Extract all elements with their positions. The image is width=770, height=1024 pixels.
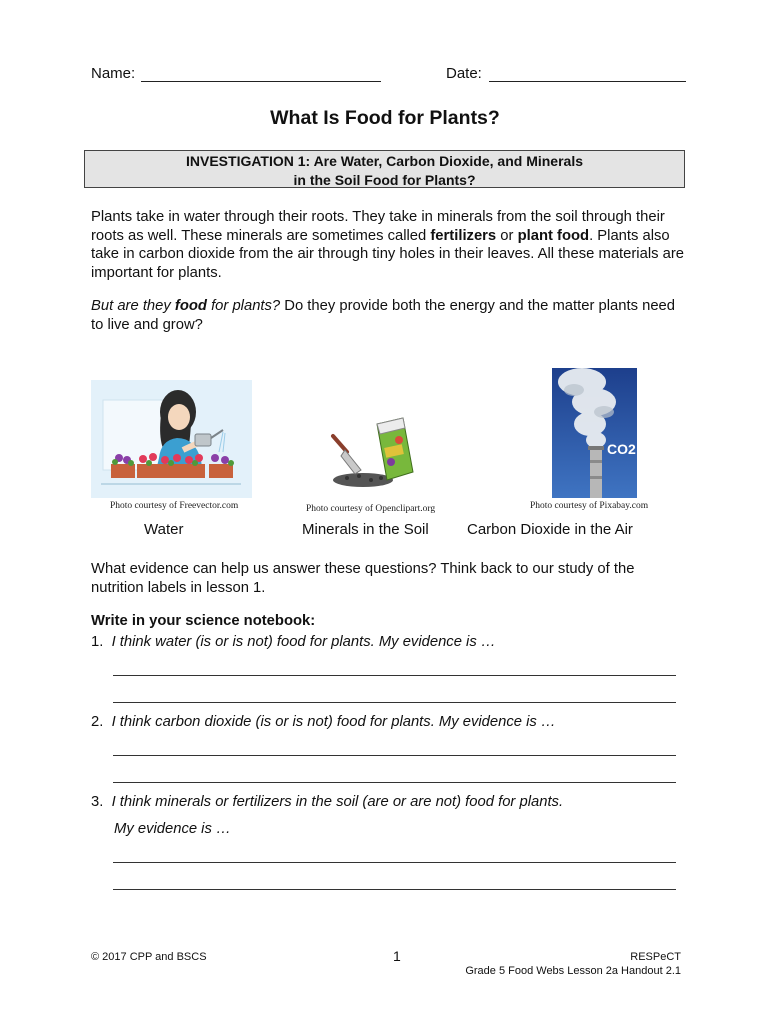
answer-line-2a[interactable] [113,755,676,756]
investigation-line-1: INVESTIGATION 1: Are Water, Carbon Dioxide, and Minerals [186,153,583,169]
question-2-number: 2. [91,714,104,730]
water-caption: Water [144,521,184,538]
fertilizer-bag-illustration [325,410,417,492]
water-image [91,380,252,498]
food-term: food [174,298,207,314]
question-1-text: I think water (is or is not) food for plants. My evidence is … [111,634,496,650]
evidence-prompt: What evidence can help us answer these questions? Think back to our study of the nutrition labels in lesson 1. [91,561,635,596]
question-3 [91,794,563,810]
plant-food-term: plant food [517,227,590,244]
footer-lesson: Grade 5 Food Webs Lesson 2a Handout 2.1 [465,965,681,977]
question-3-number: 3. [91,794,104,810]
co2-credit: Photo courtesy of Pixabay.com [530,501,649,511]
answer-line-2b[interactable] [113,782,676,783]
name-label: Name: [91,65,136,82]
minerals-caption: Minerals in the Soil [302,521,429,538]
question-3-evidence-text: My evidence is … [114,821,231,837]
name-field[interactable] [141,81,381,82]
footer-brand: RESPeCT [630,951,681,963]
question-2-text: I think carbon dioxide (is or is not) food for plants. My evidence is … [111,714,556,730]
investigation-box [84,150,685,188]
minerals-credit: Photo courtesy of Openclipart.org [306,504,436,514]
investigation-line-2: in the Soil Food for Plants? [293,172,476,188]
date-label: Date: [446,65,482,82]
question-text-c: Do they provide both the energy and the matter plants need to live and grow? [91,298,676,333]
question-1-number: 1. [91,634,104,650]
question-text-b: for plants? [206,298,281,314]
minerals-image [325,410,417,492]
co2-caption: Carbon Dioxide in the Air [467,521,633,538]
question-text-a: But are they [91,298,175,314]
intro-text-b: . Plants also take in carbon dioxide from the air through tiny holes in their leaves. All these materials are important for plants. [91,227,685,281]
water-credit: Photo courtesy of Freevector.com [110,501,239,511]
answer-line-3a[interactable] [113,862,676,863]
notebook-heading: Write in your science notebook: [91,613,316,629]
smokestack-co2-photo [552,368,637,498]
fertilizers-term: fertilizers [430,227,497,244]
answer-line-3b[interactable] [113,889,676,890]
question-paragraph [91,297,691,334]
page-title: What Is Food for Plants? [270,107,500,129]
co2-image [552,368,637,498]
answer-line-1a[interactable] [113,675,676,676]
answer-line-1b[interactable] [113,702,676,703]
co2-label: CO2 [607,441,636,457]
date-field[interactable] [489,81,686,82]
intro-text-or: or [496,227,518,244]
question-2 [91,714,556,730]
question-1 [91,634,496,650]
question-3-text: I think minerals or fertilizers in the soil (are or are not) food for plants. [111,794,564,810]
intro-paragraph [91,208,691,282]
question-3-evidence [114,821,231,837]
watering-plants-illustration [91,380,252,498]
footer-copyright: © 2017 CPP and BSCS [91,951,207,963]
intro-text-a: Plants take in water through their roots. They take in minerals from the soil through their roots as well. These minerals are sometimes called [91,209,665,244]
page-number: 1 [393,948,401,964]
